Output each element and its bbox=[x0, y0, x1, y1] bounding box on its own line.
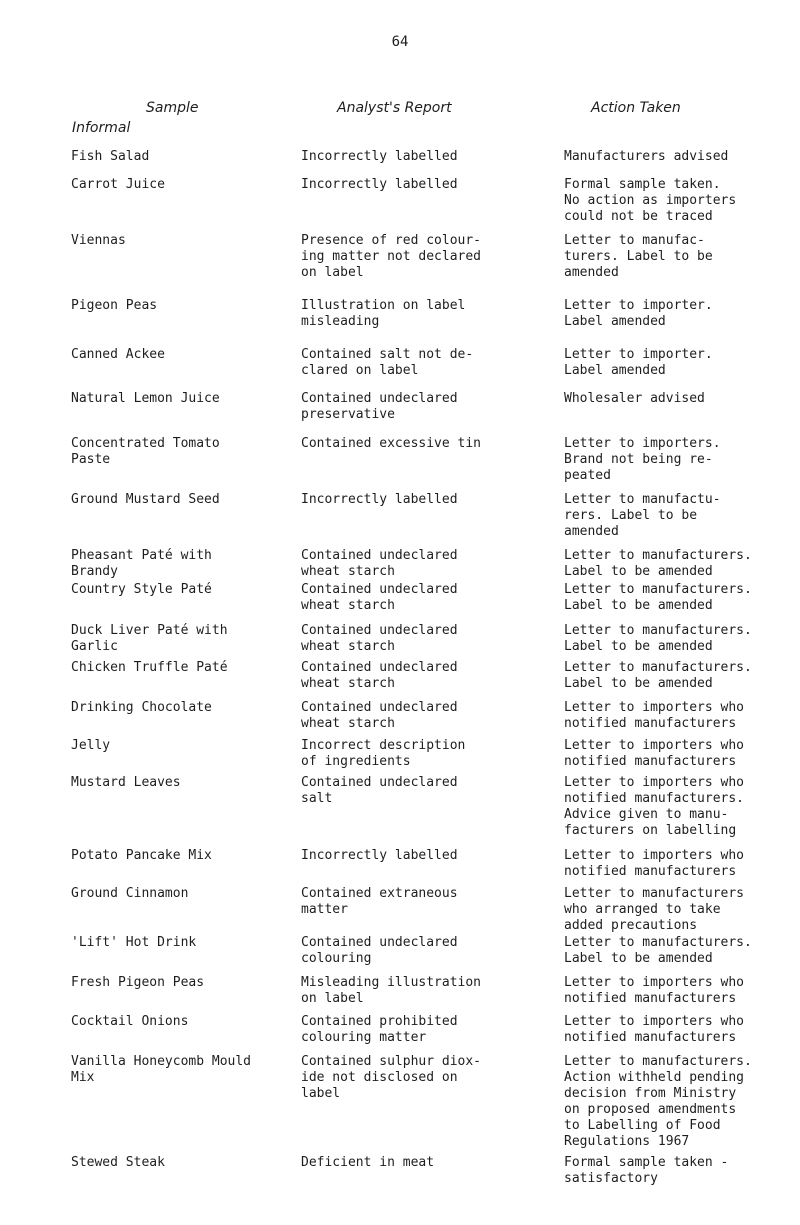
cell-text-line: Contained salt not de- bbox=[301, 347, 474, 362]
action-taken-cell bbox=[564, 492, 764, 540]
analyst-report-cell bbox=[301, 700, 517, 732]
cell-text-line: rers. Label to be bbox=[564, 508, 698, 523]
action-taken-cell bbox=[564, 775, 764, 839]
sample-cell bbox=[71, 1054, 291, 1086]
cell-text-line: who arranged to take bbox=[564, 902, 721, 917]
cell-text-line: Contained undeclared bbox=[301, 548, 458, 563]
sample-cell bbox=[71, 886, 291, 902]
action-taken-cell bbox=[564, 738, 764, 770]
analyst-report-cell bbox=[301, 775, 517, 807]
cell-text-line: Letter to manufacturers bbox=[564, 886, 745, 901]
cell-text-line: Contained excessive tin bbox=[301, 436, 482, 451]
sample-cell bbox=[71, 298, 291, 314]
analyst-report-cell bbox=[301, 492, 517, 508]
cell-text-line: Misleading illustration bbox=[301, 975, 482, 990]
analyst-report-cell bbox=[301, 1014, 517, 1046]
column-header-action-taken: Action Taken bbox=[591, 100, 681, 116]
cell-text-line: Letter to manufacturers. bbox=[564, 935, 752, 950]
cell-text-line: Concentrated Tomato bbox=[71, 436, 220, 451]
cell-text-line: Chicken Truffle Paté bbox=[71, 660, 228, 675]
cell-text-line: Label to be amended bbox=[564, 676, 713, 691]
sample-cell bbox=[71, 492, 291, 508]
action-taken-cell bbox=[564, 347, 764, 379]
cell-text-line: Pigeon Peas bbox=[71, 298, 158, 313]
cell-text-line: Contained undeclared bbox=[301, 391, 458, 406]
cell-text-line: Letter to manufacturers. bbox=[564, 623, 752, 638]
action-taken-cell bbox=[564, 935, 764, 967]
cell-text-line: Contained sulphur diox- bbox=[301, 1054, 482, 1069]
analyst-report-cell bbox=[301, 1054, 517, 1102]
cell-text-line: Letter to importers who bbox=[564, 975, 745, 990]
cell-text-line: Letter to importers. bbox=[564, 436, 721, 451]
action-taken-cell bbox=[564, 391, 764, 407]
cell-text-line: Fresh Pigeon Peas bbox=[71, 975, 205, 990]
cell-text-line: Letter to manufacturers. bbox=[564, 582, 752, 597]
analyst-report-cell bbox=[301, 436, 517, 452]
section-heading-informal: Informal bbox=[72, 120, 131, 136]
analyst-report-cell bbox=[301, 623, 517, 655]
analyst-report-cell bbox=[301, 548, 517, 580]
cell-text-line: on label bbox=[301, 265, 364, 280]
action-taken-cell bbox=[564, 1054, 764, 1150]
cell-text-line: Duck Liver Paté with bbox=[71, 623, 228, 638]
cell-text-line: Contained undeclared bbox=[301, 582, 458, 597]
analyst-report-cell bbox=[301, 848, 517, 864]
cell-text-line: colouring bbox=[301, 951, 372, 966]
cell-text-line: Letter to manufactu- bbox=[564, 492, 721, 507]
cell-text-line: Stewed Steak bbox=[71, 1155, 165, 1170]
cell-text-line: ide not disclosed on bbox=[301, 1070, 458, 1085]
analyst-report-cell bbox=[301, 298, 517, 330]
analyst-report-cell bbox=[301, 177, 517, 193]
sample-cell bbox=[71, 935, 291, 951]
cell-text-line: Incorrectly labelled bbox=[301, 177, 458, 192]
cell-text-line: Brandy bbox=[71, 564, 118, 579]
cell-text-line: Letter to importer. bbox=[564, 298, 713, 313]
cell-text-line: peated bbox=[564, 468, 611, 483]
cell-text-line: to Labelling of Food bbox=[564, 1118, 721, 1133]
cell-text-line: ing matter not declared bbox=[301, 249, 482, 264]
cell-text-line: Potato Pancake Mix bbox=[71, 848, 212, 863]
cell-text-line: Cocktail Onions bbox=[71, 1014, 189, 1029]
cell-text-line: Letter to importers who bbox=[564, 1014, 745, 1029]
cell-text-line: could not be traced bbox=[564, 209, 713, 224]
cell-text-line: matter bbox=[301, 902, 348, 917]
column-header-sample: Sample bbox=[146, 100, 199, 116]
analyst-report-cell bbox=[301, 1155, 517, 1171]
sample-cell bbox=[71, 582, 291, 598]
cell-text-line: wheat starch bbox=[301, 639, 395, 654]
sample-cell bbox=[71, 738, 291, 754]
cell-text-line: of ingredients bbox=[301, 754, 411, 769]
analyst-report-cell bbox=[301, 738, 517, 770]
cell-text-line: Mix bbox=[71, 1070, 95, 1085]
cell-text-line: notified manufacturers bbox=[564, 716, 737, 731]
sample-cell bbox=[71, 660, 291, 676]
sample-cell bbox=[71, 700, 291, 716]
sample-cell bbox=[71, 623, 291, 655]
analyst-report-cell bbox=[301, 347, 517, 379]
cell-text-line: Carrot Juice bbox=[71, 177, 165, 192]
sample-cell bbox=[71, 436, 291, 468]
action-taken-cell bbox=[564, 582, 764, 614]
analyst-report-cell bbox=[301, 975, 517, 1007]
cell-text-line: Letter to importers who bbox=[564, 775, 745, 790]
cell-text-line: Incorrect description bbox=[301, 738, 466, 753]
cell-text-line: on proposed amendments bbox=[564, 1102, 737, 1117]
cell-text-line: facturers on labelling bbox=[564, 823, 737, 838]
cell-text-line: Advice given to manu- bbox=[564, 807, 729, 822]
cell-text-line: Jelly bbox=[71, 738, 111, 753]
cell-text-line: salt bbox=[301, 791, 333, 806]
cell-text-line: Incorrectly labelled bbox=[301, 848, 458, 863]
cell-text-line: wheat starch bbox=[301, 716, 395, 731]
cell-text-line: Label to be amended bbox=[564, 598, 713, 613]
cell-text-line: notified manufacturers bbox=[564, 754, 737, 769]
cell-text-line: Label to be amended bbox=[564, 951, 713, 966]
cell-text-line: amended bbox=[564, 524, 619, 539]
cell-text-line: Paste bbox=[71, 452, 111, 467]
cell-text-line: Action withheld pending bbox=[564, 1070, 745, 1085]
cell-text-line: Contained undeclared bbox=[301, 700, 458, 715]
sample-cell bbox=[71, 548, 291, 580]
cell-text-line: Pheasant Paté with bbox=[71, 548, 212, 563]
cell-text-line: Drinking Chocolate bbox=[71, 700, 212, 715]
action-taken-cell bbox=[564, 623, 764, 655]
cell-text-line: Contained undeclared bbox=[301, 660, 458, 675]
cell-text-line: Letter to manufacturers. bbox=[564, 1054, 752, 1069]
cell-text-line: Viennas bbox=[71, 233, 126, 248]
cell-text-line: wheat starch bbox=[301, 598, 395, 613]
action-taken-cell bbox=[564, 548, 764, 580]
cell-text-line: Brand not being re- bbox=[564, 452, 713, 467]
cell-text-line: Letter to importers who bbox=[564, 700, 745, 715]
cell-text-line: Label to be amended bbox=[564, 639, 713, 654]
cell-text-line: No action as importers bbox=[564, 193, 737, 208]
cell-text-line: wheat starch bbox=[301, 564, 395, 579]
cell-text-line: 'Lift' Hot Drink bbox=[71, 935, 197, 950]
sample-cell bbox=[71, 975, 291, 991]
sample-cell bbox=[71, 233, 291, 249]
cell-text-line: decision from Ministry bbox=[564, 1086, 737, 1101]
sample-cell bbox=[71, 347, 291, 363]
cell-text-line: misleading bbox=[301, 314, 380, 329]
cell-text-line: Wholesaler advised bbox=[564, 391, 705, 406]
action-taken-cell bbox=[564, 848, 764, 880]
cell-text-line: turers. Label to be bbox=[564, 249, 713, 264]
page-number: 64 bbox=[391, 34, 409, 50]
cell-text-line: notified manufacturers bbox=[564, 991, 737, 1006]
cell-text-line: Regulations 1967 bbox=[564, 1134, 690, 1149]
cell-text-line: Letter to manufacturers. bbox=[564, 548, 752, 563]
cell-text-line: label bbox=[301, 1086, 341, 1101]
cell-text-line: Vanilla Honeycomb Mould bbox=[71, 1054, 252, 1069]
cell-text-line: colouring matter bbox=[301, 1030, 427, 1045]
action-taken-cell bbox=[564, 436, 764, 484]
cell-text-line: amended bbox=[564, 265, 619, 280]
cell-text-line: Label to be amended bbox=[564, 564, 713, 579]
cell-text-line: notified manufacturers. bbox=[564, 791, 745, 806]
action-taken-cell bbox=[564, 700, 764, 732]
cell-text-line: Letter to manufacturers. bbox=[564, 660, 752, 675]
sample-cell bbox=[71, 149, 291, 165]
cell-text-line: Contained prohibited bbox=[301, 1014, 458, 1029]
cell-text-line: Presence of red colour- bbox=[301, 233, 482, 248]
cell-text-line: added precautions bbox=[564, 918, 698, 933]
cell-text-line: Ground Cinnamon bbox=[71, 886, 189, 901]
action-taken-cell bbox=[564, 149, 764, 165]
cell-text-line: Incorrectly labelled bbox=[301, 492, 458, 507]
analyst-report-cell bbox=[301, 886, 517, 918]
cell-text-line: Contained extraneous bbox=[301, 886, 458, 901]
action-taken-cell bbox=[564, 1014, 764, 1046]
cell-text-line: Ground Mustard Seed bbox=[71, 492, 220, 507]
cell-text-line: Letter to importer. bbox=[564, 347, 713, 362]
cell-text-line: Contained undeclared bbox=[301, 623, 458, 638]
action-taken-cell bbox=[564, 660, 764, 692]
cell-text-line: satisfactory bbox=[564, 1171, 658, 1186]
cell-text-line: Deficient in meat bbox=[301, 1155, 435, 1170]
cell-text-line: Label amended bbox=[564, 363, 666, 378]
cell-text-line: Country Style Paté bbox=[71, 582, 212, 597]
cell-text-line: Formal sample taken. bbox=[564, 177, 721, 192]
cell-text-line: wheat starch bbox=[301, 676, 395, 691]
cell-text-line: Formal sample taken - bbox=[564, 1155, 729, 1170]
cell-text-line: Fish Salad bbox=[71, 149, 150, 164]
sample-cell bbox=[71, 848, 291, 864]
cell-text-line: Natural Lemon Juice bbox=[71, 391, 220, 406]
analyst-report-cell bbox=[301, 391, 517, 423]
cell-text-line: preservative bbox=[301, 407, 395, 422]
cell-text-line: Manufacturers advised bbox=[564, 149, 729, 164]
cell-text-line: notified manufacturers bbox=[564, 864, 737, 879]
analyst-report-cell bbox=[301, 582, 517, 614]
cell-text-line: Contained undeclared bbox=[301, 775, 458, 790]
sample-cell bbox=[71, 775, 291, 791]
cell-text-line: Canned Ackee bbox=[71, 347, 165, 362]
cell-text-line: Letter to manufac- bbox=[564, 233, 705, 248]
cell-text-line: Incorrectly labelled bbox=[301, 149, 458, 164]
action-taken-cell bbox=[564, 1155, 764, 1187]
cell-text-line: Letter to importers who bbox=[564, 738, 745, 753]
analyst-report-cell bbox=[301, 149, 517, 165]
cell-text-line: notified manufacturers bbox=[564, 1030, 737, 1045]
sample-cell bbox=[71, 391, 291, 407]
action-taken-cell bbox=[564, 975, 764, 1007]
cell-text-line: Letter to importers who bbox=[564, 848, 745, 863]
sample-cell bbox=[71, 1155, 291, 1171]
cell-text-line: Garlic bbox=[71, 639, 118, 654]
cell-text-line: clared on label bbox=[301, 363, 419, 378]
sample-cell bbox=[71, 177, 291, 193]
cell-text-line: Mustard Leaves bbox=[71, 775, 181, 790]
cell-text-line: Contained undeclared bbox=[301, 935, 458, 950]
cell-text-line: on label bbox=[301, 991, 364, 1006]
action-taken-cell bbox=[564, 233, 764, 281]
analyst-report-cell bbox=[301, 660, 517, 692]
sample-cell bbox=[71, 1014, 291, 1030]
analyst-report-cell bbox=[301, 935, 517, 967]
action-taken-cell bbox=[564, 177, 764, 225]
action-taken-cell bbox=[564, 886, 764, 934]
cell-text-line: Label amended bbox=[564, 314, 666, 329]
action-taken-cell bbox=[564, 298, 764, 330]
analyst-report-cell bbox=[301, 233, 517, 281]
column-header-analyst-report: Analyst's Report bbox=[337, 100, 452, 116]
cell-text-line: Illustration on label bbox=[301, 298, 466, 313]
